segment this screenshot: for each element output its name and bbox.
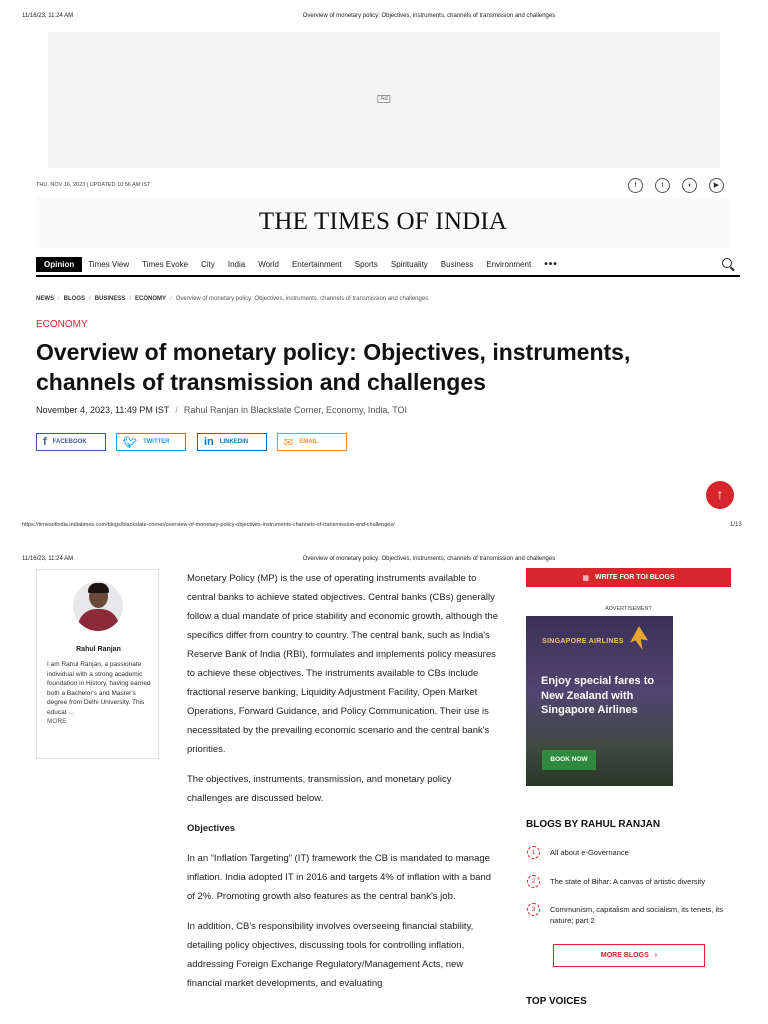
sidebar-ad[interactable] [526, 616, 673, 786]
more-blogs-label: MORE BLOGS [600, 952, 649, 959]
blogs-by-author-title: BLOGS BY RAHUL RANJAN [526, 819, 661, 830]
dateline: THU, NOV 16, 2023 | UPDATED 10:56 AM IST [36, 182, 151, 188]
breadcrumb-current: Overview of monetary policy: Objectives, instruments, channels of transmission and challenges [175, 296, 429, 302]
blog-number: 3 [527, 903, 540, 916]
article-paragraph: In an “Inflation Targeting” (IT) framework the CB is mandated to manage inflation. India adopted IT in 2016 and targets 4% of inflation with a band of 2%. Promoting growth also features as the central bank's job. [187, 853, 492, 902]
share-twitter-button[interactable] [116, 433, 186, 451]
blog-list-item[interactable] [527, 875, 737, 888]
nav-item-opinion[interactable]: Opinion [36, 257, 82, 272]
breadcrumb-separator: / [89, 296, 91, 302]
linkedin-icon: in [204, 436, 214, 448]
nav-item[interactable]: India [227, 259, 246, 269]
article-headline: Overview of monetary policy: Objectives, instruments, channels of transmission and challenges [36, 339, 631, 395]
search-icon[interactable] [722, 258, 732, 268]
article-subheading: Objectives [187, 823, 236, 834]
share-linkedin-button[interactable] [197, 433, 267, 451]
share-label: FACEBOOK [52, 439, 87, 445]
print-page-number: 1/13 [730, 522, 742, 528]
nav-item[interactable]: Times Evoke [142, 259, 189, 269]
ad-banner[interactable] [48, 32, 720, 168]
breadcrumb-separator: / [129, 296, 132, 302]
author-avatar[interactable] [73, 581, 123, 631]
nav-item[interactable]: City [201, 259, 215, 269]
share-facebook-button[interactable] [36, 433, 106, 451]
breadcrumb-economy[interactable]: ECONOMY [135, 296, 167, 302]
article-body [187, 569, 499, 1004]
author-more-link[interactable]: MORE [47, 718, 67, 725]
main-nav [36, 253, 740, 277]
breadcrumb [36, 296, 428, 302]
print-footer-url: https://timesofindia.indiatimes.com/blogs/blackslate-corner/overview-of-monetary-policy-objectives-instruments-channels-of-transmission-and-challenges/ [22, 522, 395, 528]
nav-item[interactable]: Entertainment [291, 259, 342, 269]
write-for-toi-blogs-button[interactable] [526, 568, 731, 587]
print-datetime: 11/16/23, 11:24 AM [22, 13, 74, 19]
nav-item[interactable]: Sports [354, 259, 378, 269]
ad-headline: Enjoy special fares to New Zealand with Singapore Airlines [541, 675, 655, 716]
more-menu-icon[interactable]: ••• [544, 258, 558, 270]
blog-title[interactable]: The state of Bihar: A canvas of artistic diversity [550, 877, 706, 886]
breadcrumb-blogs[interactable]: BLOGS [63, 296, 86, 302]
blog-list-item[interactable] [527, 846, 737, 859]
ad-label: Ad [377, 95, 390, 103]
top-voices-title: TOP VOICES [526, 996, 587, 1007]
byline [36, 405, 407, 415]
share-label: LINKEDIN [219, 439, 249, 445]
section-tag[interactable]: ECONOMY [36, 319, 88, 330]
calendar-icon: ▦ [582, 574, 590, 582]
share-label: EMAIL [299, 439, 318, 445]
nav-item[interactable]: Business [440, 259, 474, 269]
airline-bird-icon [630, 626, 648, 650]
article-paragraph: The objectives, instruments, transmission, and monetary policy challenges are discussed below. [187, 774, 452, 804]
email-icon: ✉ [284, 436, 294, 449]
nav-item[interactable]: World [258, 259, 279, 269]
blog-title[interactable]: All about e-Governance [550, 848, 629, 857]
print-title: Overview of monetary policy: Objectives, instruments, channels of transmission and challenges [302, 13, 556, 19]
facebook-icon[interactable]: f [628, 178, 643, 193]
nav-item[interactable]: Environment [486, 259, 532, 269]
masthead-logo[interactable]: THE TIMES OF INDIA [258, 208, 508, 235]
nav-item[interactable]: Times View [88, 259, 130, 269]
author-link[interactable]: Rahul Ranjan in Blackslate Corner, Economy, India, TOI [183, 405, 408, 415]
article-paragraph: In addition, CB's responsibility involves overseeing financial stability, detailing policy objectives, discussing tools for controlling inflation, addressing Foreign Exchange Regulatory/Management Acts, new financial market developments, and evaluating [187, 921, 474, 989]
chevron-right-icon: › [654, 952, 658, 959]
author-bio [47, 660, 155, 727]
twitter-icon: 🐦︎ [123, 436, 137, 449]
print-datetime: 11/16/23, 11:24 AM [22, 556, 74, 562]
social-links [628, 178, 724, 193]
arrow-up-icon: ↑ [716, 486, 724, 502]
author-card [36, 569, 159, 759]
write-button-label: WRITE FOR TOI BLOGS [595, 574, 675, 581]
author-name[interactable]: Rahul Ranjan [76, 646, 121, 653]
blog-number: 1 [527, 846, 540, 859]
facebook-icon: f [43, 436, 47, 448]
book-now-button[interactable]: BOOK NOW [542, 750, 596, 770]
advertisement-label: ADVERTISEMENT [605, 606, 652, 612]
breadcrumb-separator: / [58, 296, 60, 302]
breadcrumb-news[interactable]: NEWS [36, 296, 54, 302]
blog-title[interactable]: Communism, capitalism and socialism, its tenets, its nature; part 2 [550, 905, 723, 925]
share-label: TWITTER [142, 439, 170, 445]
publish-date: November 4, 2023, 11:49 PM IST [36, 405, 170, 415]
byline-separator: / [175, 405, 178, 415]
nav-item[interactable]: Spirituality [390, 259, 428, 269]
rss-icon[interactable]: ◗ [682, 178, 697, 193]
blog-number: 2 [527, 875, 540, 888]
print-title: Overview of monetary policy: Objectives, instruments, channels of transmission and challenges [302, 556, 556, 562]
breadcrumb-business[interactable]: BUSINESS [94, 296, 126, 302]
scroll-to-top-button[interactable] [706, 481, 734, 509]
youtube-icon[interactable]: ▶ [709, 178, 724, 193]
blog-list-item[interactable] [527, 903, 737, 926]
article-paragraph: Monetary Policy (MP) is the use of operating instruments available to central banks to achieve stated objectives. Central banks (CBs) generally follow a dual mandate of price stability and economic growth, although the specifics differ from country to country. The central bank, such as India's Reserve Bank of India (RBI), formulates and implements policy measures to achieve these objectives. The instruments available to CBs include fractional reserve banking, Liquidity Adjustment Facility, Open Market Operations, Forward Guidance, and Policy Communication. Their use is necessitated by the prevailing economic scenario and the central bank's priorities. [187, 573, 499, 755]
airline-logo: SINGAPORE AIRLINES [542, 638, 624, 645]
more-blogs-button[interactable] [553, 944, 705, 967]
twitter-icon[interactable]: t [655, 178, 670, 193]
author-bio-text: I am Rahul Ranjan, a passionate individual with a strong academic foundation in History, having earned both a Bachelor's and Master's degree from Delhi University. This educat ... [47, 661, 151, 716]
share-email-button[interactable] [277, 433, 347, 451]
breadcrumb-separator: / [170, 296, 172, 302]
